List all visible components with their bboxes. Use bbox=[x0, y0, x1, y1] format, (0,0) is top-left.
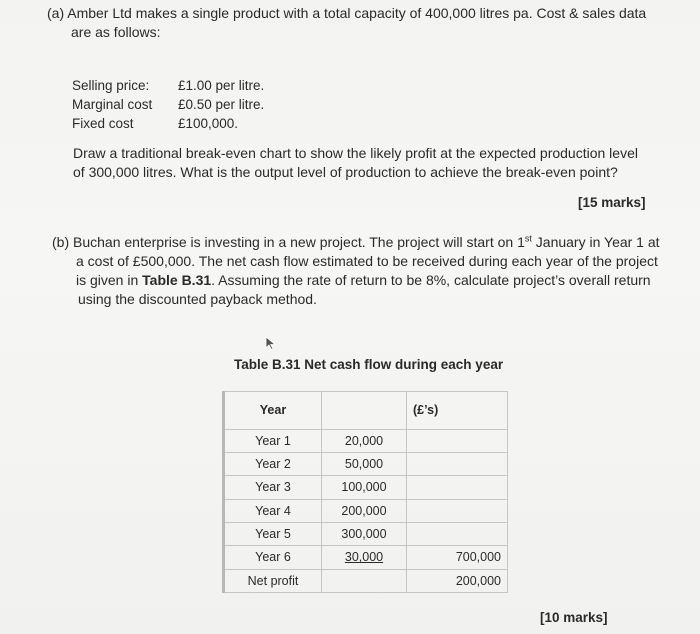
part-a-question bbox=[73, 144, 638, 182]
row-year: Year 2 bbox=[224, 452, 322, 475]
part-a-question-line-1: Draw a traditional break-even chart to show the likely profit at the expected production level bbox=[73, 145, 638, 161]
detail-value-fixed-cost: £100,000. bbox=[178, 116, 239, 131]
detail-label-selling-price: Selling price: bbox=[72, 78, 150, 93]
row-cash: 50,000 bbox=[322, 452, 407, 475]
part-b-line-4: using the discounted payback method. bbox=[78, 291, 317, 307]
row-total bbox=[407, 429, 508, 452]
part-b-line-3 bbox=[52, 271, 660, 290]
part-b-line-3-pre: is given in bbox=[76, 272, 143, 288]
table-row bbox=[224, 429, 508, 452]
part-b-line-1-post: January in Year 1 at bbox=[531, 234, 660, 250]
header-empty bbox=[322, 392, 407, 430]
table-reference: Table B.31 bbox=[142, 272, 212, 288]
part-a-line-2: are as follows: bbox=[71, 24, 161, 40]
row-cash: 300,000 bbox=[322, 522, 407, 545]
part-a-marks: [15 marks] bbox=[578, 195, 646, 210]
cursor-icon bbox=[265, 336, 277, 350]
row-year: Year 6 bbox=[224, 546, 322, 569]
row-year: Year 1 bbox=[224, 429, 322, 452]
row-total bbox=[407, 476, 508, 499]
part-b-line-1-sup: st bbox=[524, 233, 532, 244]
table-row bbox=[224, 569, 508, 592]
part-a-intro bbox=[47, 4, 667, 42]
row-total bbox=[407, 499, 508, 522]
table-row bbox=[224, 499, 508, 522]
part-b-line-2: a cost of £500,000. The net cash flow estimated to be received during each year of the project bbox=[76, 253, 658, 269]
part-b-marks: [10 marks] bbox=[540, 610, 608, 625]
table-header-row bbox=[224, 392, 508, 430]
row-cash: 200,000 bbox=[322, 499, 407, 522]
row-cash: 100,000 bbox=[322, 476, 407, 499]
row-cash: 20,000 bbox=[322, 429, 407, 452]
detail-label-fixed-cost: Fixed cost bbox=[72, 116, 134, 131]
part-b-text bbox=[52, 233, 660, 309]
row-total bbox=[407, 452, 508, 475]
detail-label-marginal-cost: Marginal cost bbox=[72, 97, 153, 112]
part-b-line-1-pre: (b) Buchan enterprise is investing in a new project. The project will start on 1 bbox=[52, 234, 525, 250]
table-row bbox=[224, 452, 508, 475]
part-a-question-line-2: of 300,000 litres. What is the output level of production to achieve the break-even point? bbox=[73, 164, 618, 180]
table-row bbox=[224, 522, 508, 545]
part-b-line-3-post: . Assuming the rate of return to be 8%, calculate project’s overall return bbox=[211, 272, 651, 288]
row-year: Year 4 bbox=[224, 499, 322, 522]
row-year: Net profit bbox=[224, 569, 322, 592]
header-year: Year bbox=[224, 392, 322, 430]
part-a-line-1: (a) Amber Ltd makes a single product with a total capacity of 400,000 litres pa. Cost & sales data bbox=[47, 5, 647, 21]
row-total: 200,000 bbox=[407, 569, 508, 592]
row-total bbox=[407, 522, 508, 545]
row-cash: 30,000 bbox=[322, 546, 407, 569]
row-year: Year 3 bbox=[224, 476, 322, 499]
row-year: Year 5 bbox=[224, 522, 322, 545]
table-title: Table B.31 Net cash flow during each year bbox=[234, 357, 504, 372]
cash-flow-table bbox=[222, 391, 508, 593]
table-row bbox=[224, 476, 508, 499]
row-cash bbox=[322, 569, 407, 592]
row-total: 700,000 bbox=[407, 546, 508, 569]
detail-value-marginal-cost: £0.50 per litre. bbox=[178, 97, 265, 112]
part-b-line-1 bbox=[52, 233, 660, 252]
header-unit: (£’s) bbox=[407, 392, 508, 430]
detail-value-selling-price: £1.00 per litre. bbox=[178, 78, 265, 93]
table-row bbox=[224, 546, 508, 569]
